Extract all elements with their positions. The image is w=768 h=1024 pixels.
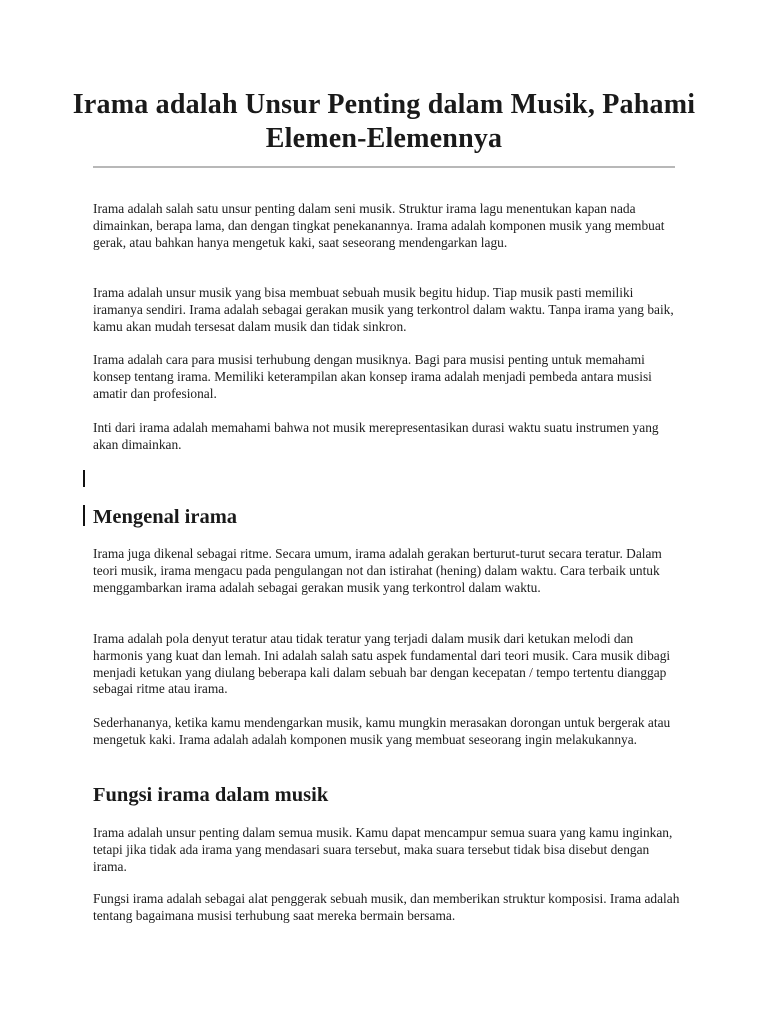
intro-paragraph-4-block <box>93 420 683 454</box>
intro-paragraph: Irama adalah cara para musisi terhubung dengan musiknya. Bagi para musisi penting untuk memahami konsep tentang irama. Memiliki keterampilan akan konsep irama adalah menjadi pembeda antara musisi amatir dan profesional. <box>93 352 652 401</box>
text-cursor <box>83 505 85 526</box>
section-heading-fungsi-irama: Fungsi irama dalam musik <box>93 784 329 806</box>
intro-paragraph-1-block <box>93 201 683 251</box>
section-1-paragraph-3-block <box>93 715 683 749</box>
section-paragraph: Irama juga dikenal sebagai ritme. Secara umum, irama adalah gerakan berturut-turut secara teratur. Dalam teori musik, irama mengacu pada pengulangan not dan istirahat (hening) dalam waktu. Cara terbaik untuk menggambarkan irama adalah sebagai gerakan musik yang terkontrol dalam waktu. <box>93 546 662 595</box>
intro-paragraph: Inti dari irama adalah memahami bahwa not musik merepresentasikan durasi waktu suatu instrumen yang akan dimainkan. <box>93 420 659 452</box>
section-paragraph: Irama adalah pola denyut teratur atau tidak teratur yang terjadi dalam musik dari ketukan melodi dan harmonis yang kuat dan lemah. Ini adalah salah satu aspek fundamental dari teori musik. Cara musik dibagi menjadi ketukan yang diulang beberapa kali dalam sebuah bar dengan kecepatan / tempo tertentu dianggap sebagai ritme atau irama. <box>93 631 671 697</box>
document-title: Irama adalah Unsur Penting dalam Musik, Pahami Elemen-Elemennya <box>72 89 696 154</box>
section-1-paragraph-2-block <box>93 631 683 698</box>
section-2-paragraph-2-block <box>93 891 683 925</box>
section-heading-mengenal-irama: Mengenal irama <box>93 506 238 528</box>
section-2-paragraph-1-block <box>93 825 683 875</box>
section-1-paragraph-1-block <box>93 546 683 596</box>
intro-paragraph: Irama adalah salah satu unsur penting dalam seni musik. Struktur irama lagu menentukan kapan nada dimainkan, berapa lama, dan dengan tingkat penekanannya. Irama adalah komponen musik yang membuat gerak, atau bahkan hanya mengetuk kaki, saat seseorang mendengarkan lagu. <box>93 201 665 250</box>
intro-paragraph-2-block <box>93 285 683 335</box>
section-paragraph: Fungsi irama adalah sebagai alat penggerak sebuah musik, dan memberikan struktur komposisi. Irama adalah tentang bagaimana musisi terhubung saat mereka bermain bersama. <box>93 891 680 923</box>
intro-paragraph: Irama adalah unsur musik yang bisa membuat sebuah musik begitu hidup. Tiap musik pasti memiliki iramanya sendiri. Irama adalah sebagai gerakan musik yang terkontrol dalam waktu. Tanpa irama yang baik, kamu akan mudah tersesat dalam musik dan tidak sinkron. <box>93 285 674 334</box>
title-divider <box>93 166 675 168</box>
text-cursor <box>83 470 85 487</box>
section-paragraph: Irama adalah unsur penting dalam semua musik. Kamu dapat mencampur semua suara yang kamu inginkan, tetapi jika tidak ada irama yang mendasari suara tersebut, maka suara tersebut tidak bisa disebut dengan irama. <box>93 825 673 874</box>
intro-paragraph-3-block <box>93 352 683 402</box>
section-paragraph: Sederhananya, ketika kamu mendengarkan musik, kamu mungkin merasakan dorongan untuk bergerak atau mengetuk kaki. Irama adalah adalah komponen musik yang membuat seseorang ingin melakukannya. <box>93 715 671 747</box>
